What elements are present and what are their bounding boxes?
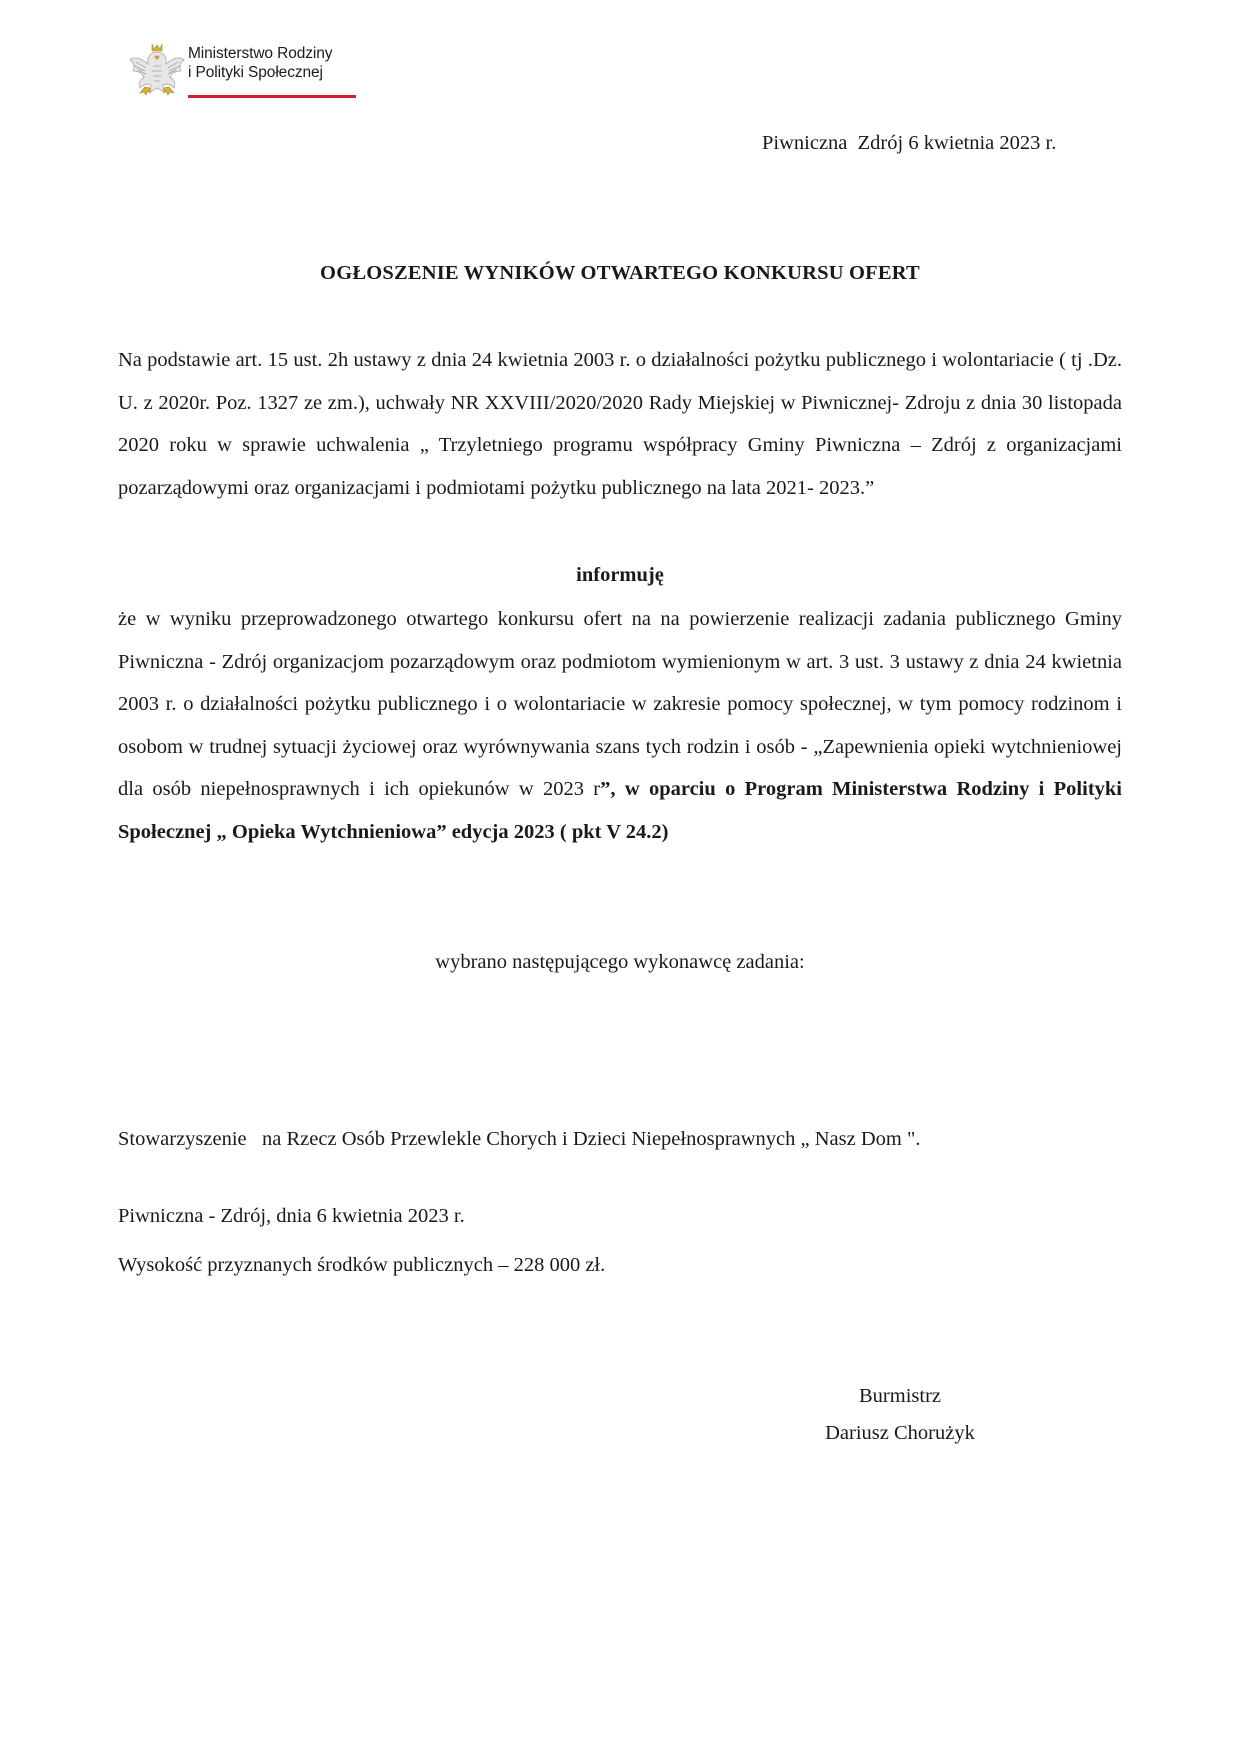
signatory-role: Burmistrz xyxy=(859,1385,941,1407)
results-paragraph xyxy=(118,598,1122,854)
polish-eagle-emblem-icon xyxy=(128,40,186,98)
document-title: OGŁOSZENIE WYNIKÓW OTWARTEGO KONKURSU OFERT xyxy=(320,262,920,284)
ministry-name xyxy=(188,44,332,82)
results-paragraph-text: że w wyniku przeprowadzonego otwartego konkursu ofert na na powierzenie realizacji zadania publicznego Gminy Piwniczna - Zdrój organizacjom pozarządowym oraz podmiotom wymienionym w art. 3 ust. 3 ustawy z dnia 24 kwietnia 2003 r. o działalności pożytku publicznego i o wolontariacie w zakresie pomocy społecznej, w tym pomocy rodzinom i osobom w trudnej sytuacji życiowej oraz wyrównywania szans tych rodzin i osób - „Zapewnienia opieki wytchnieniowej dla osób niepełnosprawnych i ich opiekunów w 2023 r xyxy=(118,608,1122,801)
informs-heading: informuję xyxy=(576,564,664,586)
awarded-amount: Wysokość przyznanych środków publicznych – 228 000 zł. xyxy=(118,1254,606,1276)
legal-basis-paragraph: Na podstawie art. 15 ust. 2h ustawy z dnia 24 kwietnia 2003 r. o działalności pożytku publicznego i wolontariacie ( tj .Dz. U. z 2020r. Poz. 1327 ze zm.), uchwały NR XXVIII/2020/2020 Rady Miejskiej w Piwnicznej- Zdroju z dnia 30 listopada 2020 roku w sprawie uchwalenia „ Trzyletniego programu współpracy Gminy Piwniczna – Zdrój z organizacjami pozarządowymi oraz organizacjami i podmiotami pożytku publicznego na lata 2021- 2023.” xyxy=(118,349,1122,499)
winner-organization: Stowarzyszenie na Rzecz Osób Przewlekle Chorych i Dzieci Niepełnosprawnych „ Nasz Dom ". xyxy=(118,1128,921,1150)
results-paragraph-program: ”, w oparciu o Program Ministerstwa Rodziny i Polityki Społecznej „ Opieka Wytchnieniowa” edycja 2023 ( pkt V 24.2) xyxy=(118,778,1122,843)
closing-date: Piwniczna - Zdrój, dnia 6 kwietnia 2023 r. xyxy=(118,1205,465,1227)
ministry-logo xyxy=(128,40,368,102)
chosen-contractor-intro: wybrano następującego wykonawcę zadania: xyxy=(435,951,805,973)
signature-block xyxy=(770,1378,1030,1452)
winner-block xyxy=(118,1034,920,1370)
logo-accent-bar xyxy=(188,95,356,98)
ministry-name-line2: i Polityki Społecznej xyxy=(188,64,323,81)
date-place-header: Piwniczna Zdrój 6 kwietnia 2023 r. xyxy=(762,132,1057,154)
ministry-name-line1: Ministerstwo Rodziny xyxy=(188,45,333,62)
signatory-name: Dariusz Chorużyk xyxy=(825,1422,975,1444)
